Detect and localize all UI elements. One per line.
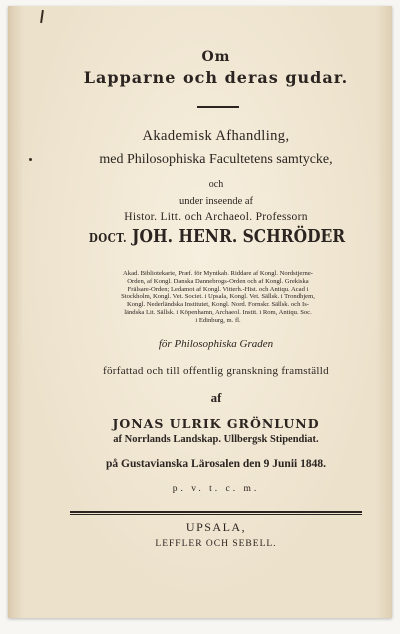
af-line: af	[210, 390, 222, 405]
ink-mark	[40, 10, 44, 23]
author-origin: af Norrlands Landskap. Ullbergsk Stipendiat.	[113, 434, 319, 445]
professor-titles	[70, 270, 366, 325]
title-line-2: Lapparne och deras gudar.	[83, 68, 349, 87]
professor-title-line: Stockholm, Kongl. Vet. Societ. i Upsala, Kongl. Vet. Sällsk. i Trondhjem,	[121, 293, 315, 301]
subtitle-line-3: och	[208, 179, 224, 190]
professor-line	[67, 226, 368, 247]
professor-name: JOH. HENR. SCHRÖDER	[132, 226, 346, 247]
short-divider	[197, 106, 239, 108]
title-line-1: Om	[201, 49, 231, 65]
professor-title-line: Akad. Bibliotekarie, Præf. för Myntkab. Riddare af Kongl. Nordstjerne-	[123, 270, 313, 277]
place-date: på Gustavianska Lärosalen den 9 Junii 1848.	[106, 458, 326, 470]
professor-prefix: DOCT.	[88, 231, 128, 245]
degree-line: för Philosophiska Graden	[158, 338, 274, 350]
professor-title-line: Frälsare-Orden; Ledamot af Kongl. Vitterh.-Hist. och Antiqu. Acad i	[127, 285, 309, 293]
document-page	[8, 6, 392, 618]
abbreviation: p. v. t. c. m.	[172, 484, 260, 494]
professor-title-line: i Edinburg, m. fl.	[195, 316, 241, 324]
authored-line: författad och till offentlig granskning framställd	[103, 365, 329, 377]
double-divider	[70, 511, 362, 515]
author-name: JONAS ULRIK GRÖNLUND	[112, 416, 320, 431]
imprint-city: UPSALA,	[185, 520, 247, 534]
professor-title-line: ländska Lit. Sällsk. i Köpenhamn, Archaeol. Instit. i Rom, Antiqu. Soc.	[124, 308, 312, 316]
subtitle-line-2: med Philosophiska Facultetens samtycke,	[99, 152, 333, 167]
ink-dot	[29, 158, 32, 161]
professor-title-line: Orden, af Kongl. Danska Dannebrogs-Orden och af Kongl. Grekiska	[127, 277, 309, 285]
subtitle-line-1: Akademisk Afhandling,	[142, 128, 290, 144]
subtitle-line-5: Histor. Litt. och Archaeol. Professorn	[124, 211, 308, 223]
professor-title-line: Kongl. Nederländska Institutet, Kongl. Nord. Fornskr. Sällsk. och Is-	[126, 301, 310, 309]
imprint-printer: LEFFLER OCH SEBELL.	[155, 539, 277, 549]
subtitle-line-4: under inseende af	[178, 196, 254, 207]
